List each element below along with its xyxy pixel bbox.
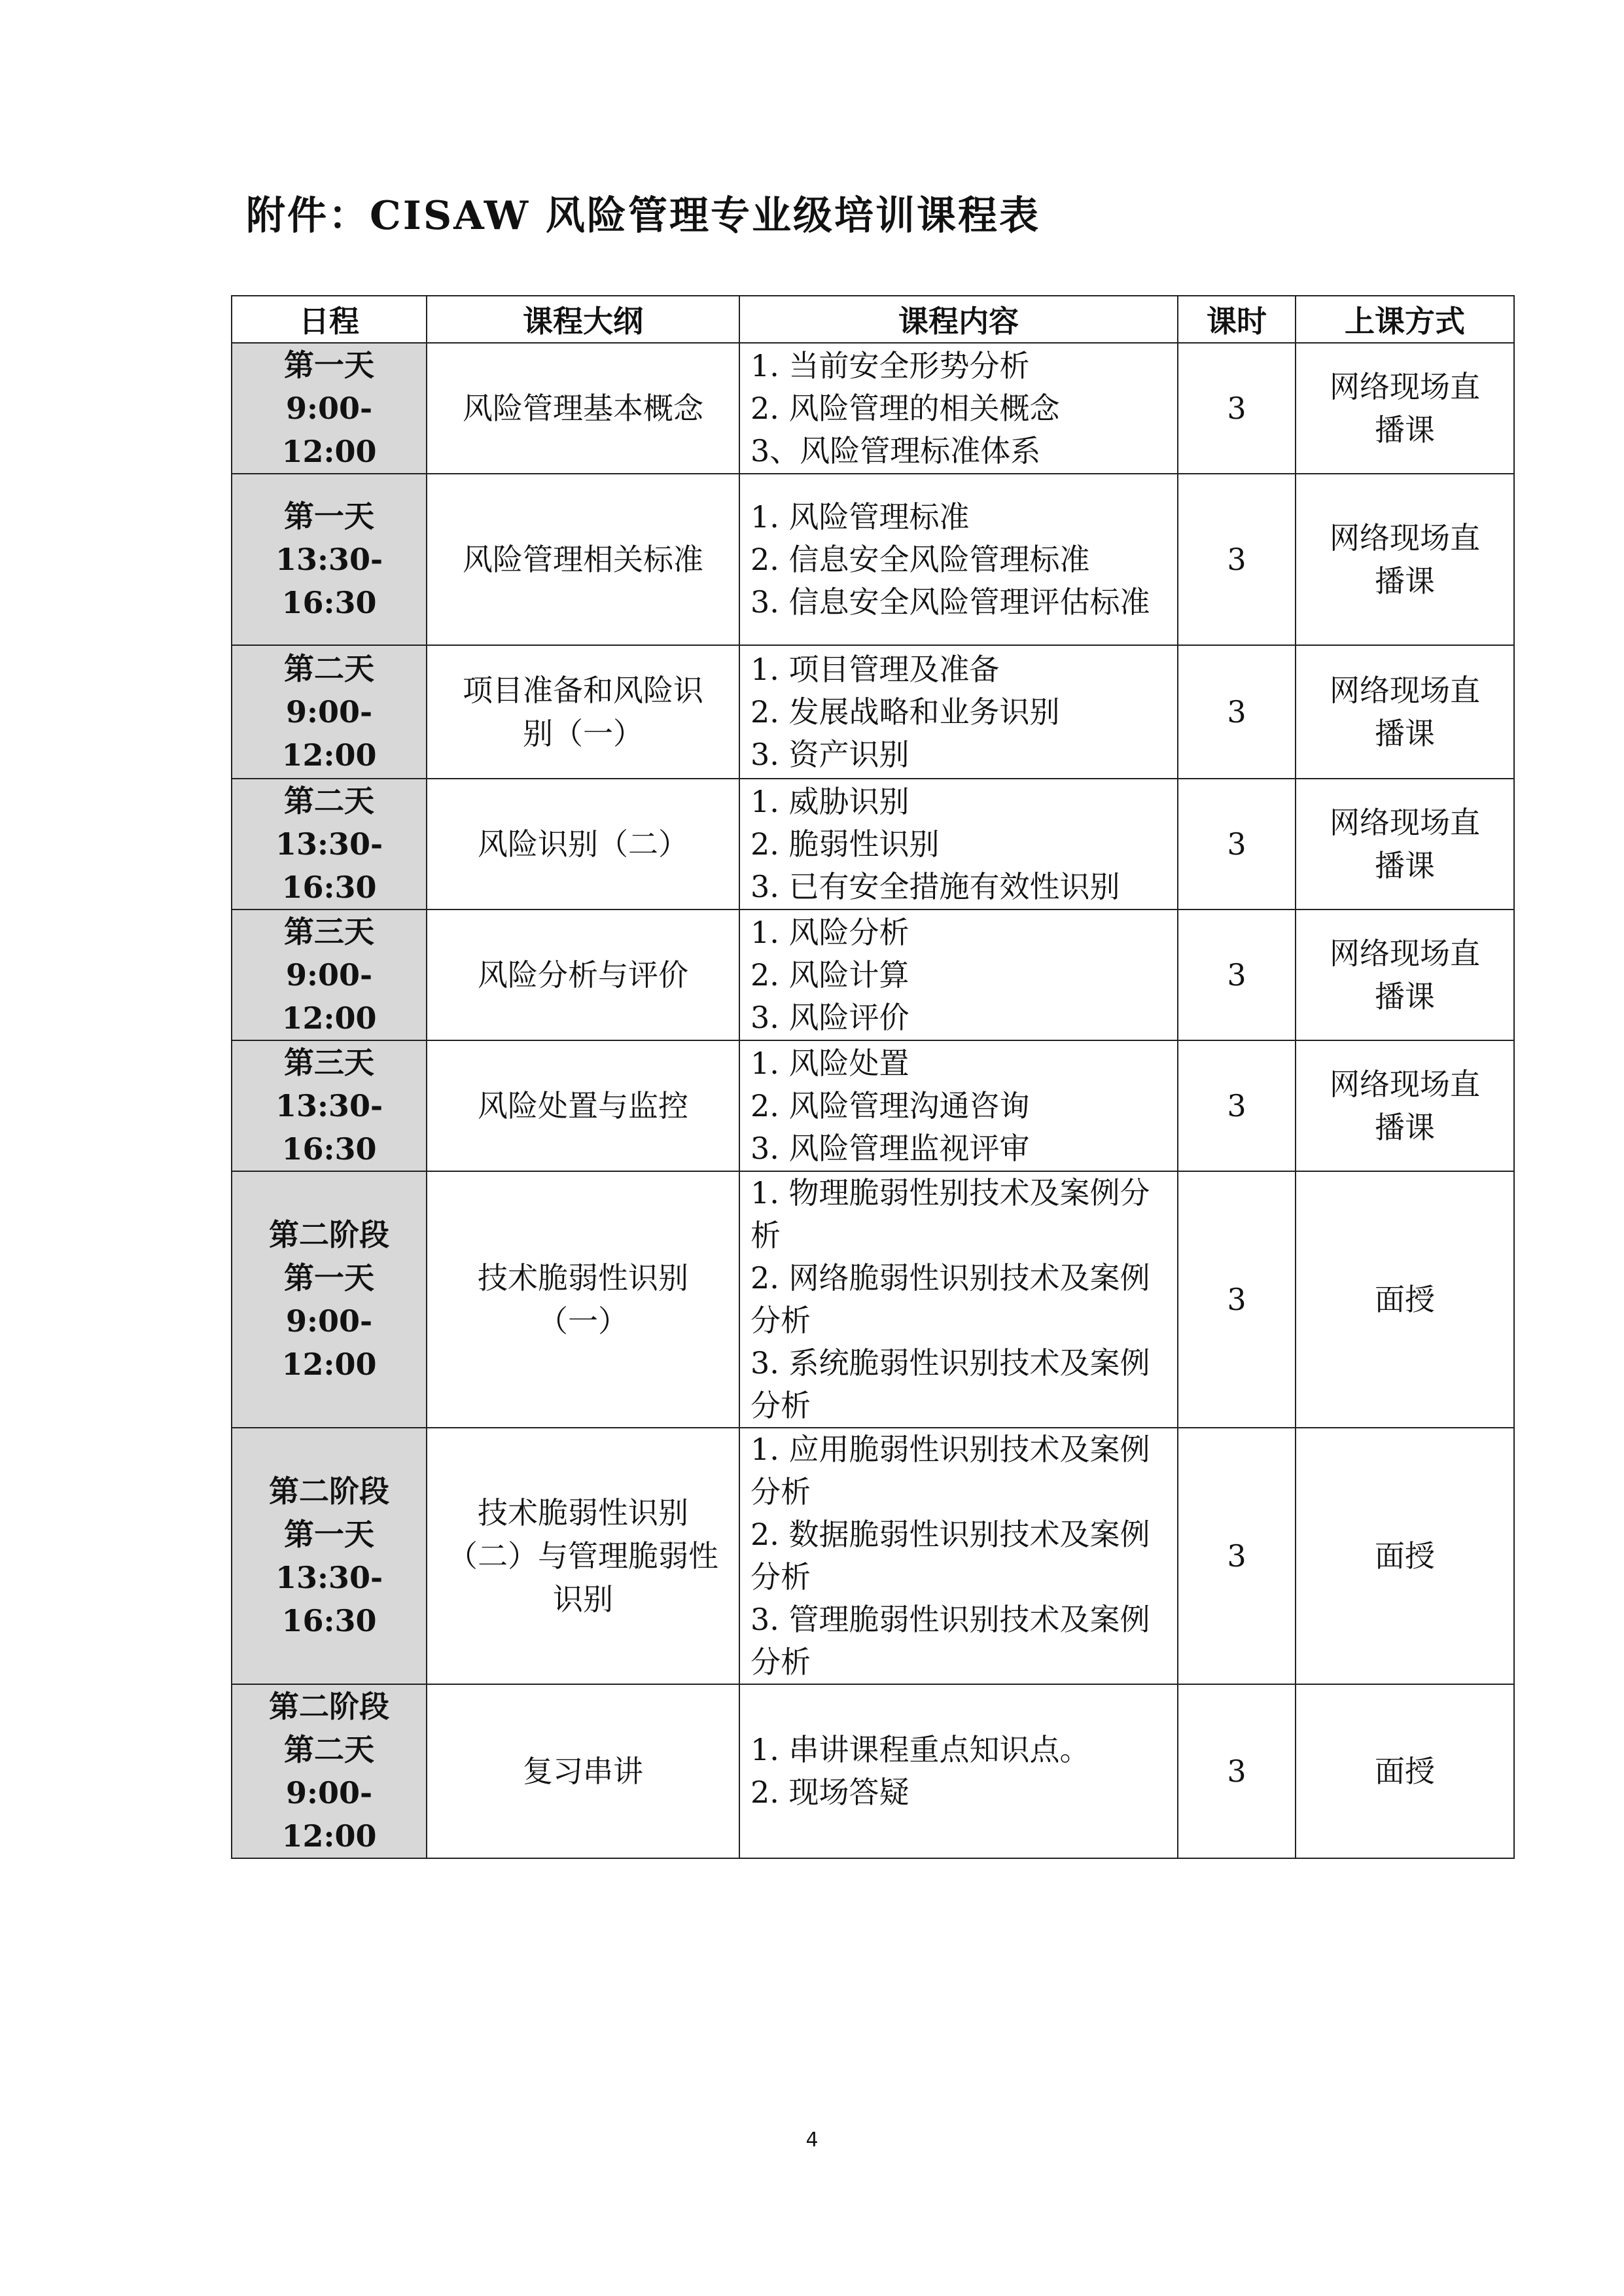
teaching-method-cell: 网络现场直 播课 [1296, 343, 1514, 474]
course-content-cell [739, 1171, 1178, 1428]
content-item: 1. 项目管理及准备 [750, 651, 1000, 687]
course-outline-cell: 风险识别（二） [427, 779, 739, 910]
course-hours-cell: 3 [1178, 474, 1296, 645]
course-hours-cell: 3 [1178, 779, 1296, 910]
teaching-method-cell: 网络现场直 播课 [1296, 474, 1514, 645]
content-item: 1. 当前安全形势分析 [750, 347, 1030, 383]
course-outline-cell: 风险分析与评价 [427, 910, 739, 1040]
course-outline-cell: 风险处置与监控 [427, 1040, 739, 1171]
header-hours: 课时 [1178, 296, 1296, 343]
course-outline-cell: 复习串讲 [427, 1684, 739, 1858]
schedule-date-cell: 第一天 13:30-16:30 [232, 474, 427, 645]
content-item: 2. 脆弱性识别 [750, 826, 940, 862]
teaching-method-cell: 面授 [1296, 1171, 1514, 1428]
content-item: 1. 串讲课程重点知识点。 [750, 1732, 1090, 1767]
course-content-cell [739, 779, 1178, 910]
header-date: 日程 [232, 296, 427, 343]
schedule-date-cell: 第一天 9:00-12:00 [232, 343, 427, 474]
schedule-date-cell: 第二天 9:00-12:00 [232, 645, 427, 779]
course-hours-cell: 3 [1178, 1171, 1296, 1428]
schedule-date-cell: 第二阶段 第二天 9:00-12:00 [232, 1684, 427, 1858]
course-outline-cell: 风险管理相关标准 [427, 474, 739, 645]
content-item: 2. 风险管理沟通咨询 [750, 1087, 1030, 1123]
course-hours-cell: 3 [1178, 645, 1296, 779]
teaching-method-cell: 网络现场直 播课 [1296, 910, 1514, 1040]
table-row [232, 1040, 1514, 1171]
content-item: 2. 发展战略和业务识别 [750, 694, 1060, 730]
content-item: 3. 资产识别 [750, 736, 909, 772]
course-content-cell [739, 1040, 1178, 1171]
teaching-method-cell: 网络现场直 播课 [1296, 1040, 1514, 1171]
content-item: 2. 风险计算 [750, 957, 909, 993]
course-content-cell [739, 910, 1178, 1040]
page-title: 附件：CISAW 风险管理专业级培训课程表 [246, 193, 1040, 239]
header-method: 上课方式 [1296, 296, 1514, 343]
content-item: 2. 数据脆弱性识别技术及案例分析 [750, 1517, 1150, 1595]
header-outline: 课程大纲 [427, 296, 739, 343]
course-hours-cell: 3 [1178, 910, 1296, 1040]
table-row [232, 474, 1514, 645]
content-item: 3. 风险评价 [750, 999, 909, 1035]
course-hours-cell: 3 [1178, 1428, 1296, 1684]
schedule-date-cell: 第二阶段 第一天 13:30-16:30 [232, 1428, 427, 1684]
content-item: 1. 应用脆弱性识别技术及案例分析 [750, 1432, 1150, 1510]
table-row [232, 1428, 1514, 1684]
course-schedule-table [231, 295, 1515, 1859]
table-row [232, 645, 1514, 779]
content-item: 2. 网络脆弱性识别技术及案例分析 [750, 1260, 1150, 1338]
content-item: 2. 风险管理的相关概念 [750, 390, 1060, 426]
content-item: 1. 威胁识别 [750, 783, 909, 819]
header-content: 课程内容 [739, 296, 1178, 343]
course-content-cell [739, 343, 1178, 474]
table-header-row [232, 296, 1514, 343]
table-row [232, 779, 1514, 910]
content-item: 1. 物理脆弱性别技术及案例分析 [750, 1175, 1150, 1253]
course-hours-cell: 3 [1178, 1684, 1296, 1858]
content-item: 3. 信息安全风险管理评估标准 [750, 584, 1150, 620]
course-content-cell [739, 645, 1178, 779]
schedule-date-cell: 第二天 13:30-16:30 [232, 779, 427, 910]
content-item: 1. 风险处置 [750, 1045, 909, 1081]
page-number: 4 [805, 2128, 819, 2151]
teaching-method-cell: 网络现场直 播课 [1296, 779, 1514, 910]
content-item: 3. 系统脆弱性识别技术及案例分析 [750, 1345, 1150, 1423]
course-outline-cell: 技术脆弱性识别 （二）与管理脆弱性 识别 [427, 1428, 739, 1684]
teaching-method-cell: 网络现场直 播课 [1296, 645, 1514, 779]
course-content-cell [739, 1684, 1178, 1858]
course-outline-cell: 风险管理基本概念 [427, 343, 739, 474]
table-row [232, 343, 1514, 474]
schedule-date-cell: 第三天 13:30-16:30 [232, 1040, 427, 1171]
schedule-date-cell: 第三天 9:00-12:00 [232, 910, 427, 1040]
table-row [232, 1171, 1514, 1428]
course-content-cell [739, 474, 1178, 645]
course-outline-cell: 技术脆弱性识别 （一） [427, 1171, 739, 1428]
content-item: 2. 现场答疑 [750, 1775, 909, 1810]
course-hours-cell: 3 [1178, 1040, 1296, 1171]
content-item: 3. 管理脆弱性识别技术及案例分析 [750, 1602, 1150, 1680]
content-item: 3. 风险管理监视评审 [750, 1130, 1030, 1166]
schedule-date-cell: 第二阶段 第一天 9:00-12:00 [232, 1171, 427, 1428]
table-row [232, 910, 1514, 1040]
course-hours-cell: 3 [1178, 343, 1296, 474]
content-item: 2. 信息安全风险管理标准 [750, 541, 1090, 577]
course-outline-cell: 项目准备和风险识 别（一） [427, 645, 739, 779]
content-item: 3、风险管理标准体系 [750, 433, 1041, 468]
teaching-method-cell: 面授 [1296, 1684, 1514, 1858]
table-row [232, 1684, 1514, 1858]
teaching-method-cell: 面授 [1296, 1428, 1514, 1684]
course-content-cell [739, 1428, 1178, 1684]
content-item: 3. 已有安全措施有效性识别 [750, 868, 1120, 904]
content-item: 1. 风险分析 [750, 914, 909, 950]
content-item: 1. 风险管理标准 [750, 499, 970, 535]
